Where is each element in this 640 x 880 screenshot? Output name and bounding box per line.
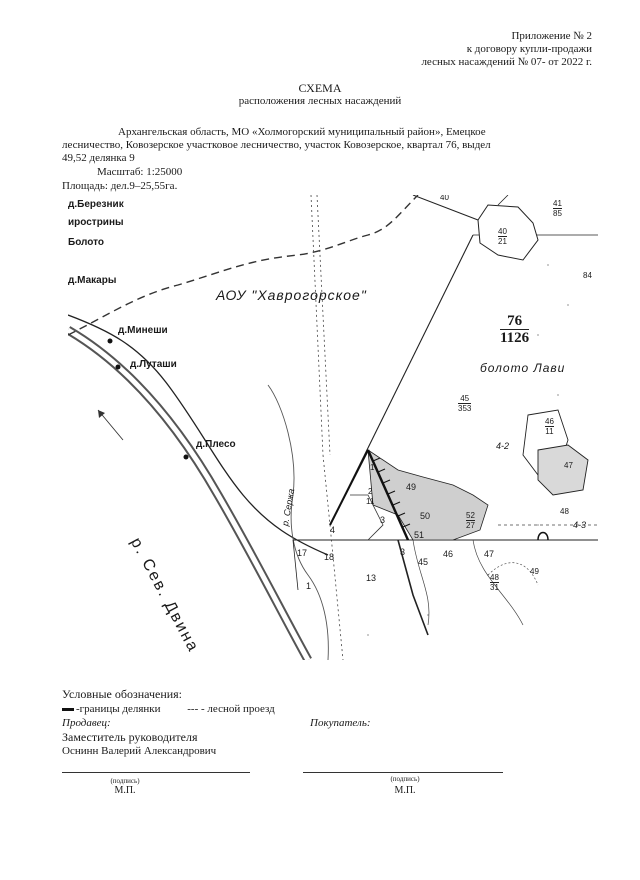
plot-number: 50: [420, 511, 431, 521]
plot-47-outline: [538, 445, 588, 495]
forest-road-right: [317, 195, 330, 455]
village-label: д.Плесо: [196, 439, 236, 450]
river-band: [68, 330, 308, 660]
felling-boundary-north: [330, 450, 368, 525]
plot-number: 3: [380, 515, 386, 525]
village-label: д.Макары: [68, 275, 117, 286]
location-line-3: 49,52 делянка 9: [62, 152, 135, 164]
village-label: ирострины: [68, 217, 124, 228]
village-label: д.Минеши: [118, 325, 168, 336]
plot-fraction: $\frac{45}{353}$: [458, 394, 472, 413]
plot-number: 46: [443, 549, 454, 559]
plot-number: 84: [583, 271, 592, 280]
plot-area: Площадь: дел.9–25,55га.: [62, 180, 178, 192]
plot-fraction: $\frac{48}{31}$: [490, 573, 499, 592]
buyer-signature-caption: (подпись): [390, 775, 420, 783]
boundary-line-symbol: [62, 708, 74, 711]
river-label: р. Сев. Двина: [126, 535, 202, 656]
village-label: Болото: [68, 237, 105, 248]
plot-number: 3: [400, 547, 406, 557]
seller-signature-caption: (подпись): [110, 777, 140, 785]
plot-number: 48: [560, 507, 569, 516]
plot-division-creek: [413, 540, 429, 625]
creek-label: р. Сержа: [280, 487, 297, 527]
buyer-stamp: М.П.: [394, 785, 416, 796]
map-symbol-arc: [538, 533, 548, 541]
plot-number: 51: [414, 530, 425, 540]
plot-fraction: $\frac{46}{11}$: [545, 417, 554, 436]
plot-40-tick: [498, 195, 508, 205]
road-line-symbol: ---: [187, 703, 199, 715]
seller-stamp: М.П.: [114, 785, 136, 796]
plot-number: 18: [324, 552, 335, 562]
contract-number-date: лесных насаждений № 07- от 2022 г.: [421, 56, 592, 68]
plot-number: 11: [366, 497, 375, 506]
swamp-label: болото Лави: [480, 361, 566, 375]
legend-row: [62, 703, 275, 716]
map-drawing: [68, 195, 598, 660]
plot-fraction: $\frac{41}{85}$: [553, 199, 562, 218]
plot-number: 13: [366, 573, 377, 583]
plot-number: 40: [440, 195, 449, 202]
plot-number: 1: [370, 463, 375, 472]
plot-number: 49: [406, 482, 417, 492]
village-label: д.Березник: [68, 199, 124, 210]
quarter-number: $\frac{76}{1126}$: [500, 313, 530, 346]
plot-40-outline: [478, 205, 538, 260]
plot-number: 2: [368, 487, 373, 496]
location-line-2: лесничество, Ковозерское участковое лесничество, участок Ковозерское, квартал 76, выдел: [62, 139, 491, 151]
legend-boundary-text: -границы делянки: [76, 703, 161, 715]
village-dot-pleso: [184, 455, 189, 460]
document-subtitle: расположения лесных насаждений: [238, 95, 402, 107]
plot-fraction: $\frac{52}{27}$: [466, 511, 475, 530]
buyer-label: Покупатель:: [310, 717, 371, 729]
plot-number: 47: [484, 549, 495, 559]
seller-name: Оснинн Валерий Александрович: [62, 745, 217, 757]
forest-plot-map: [68, 195, 598, 660]
plot-number: 1: [306, 581, 312, 591]
river-inner: [68, 330, 308, 660]
aou-boundary: [68, 195, 418, 335]
aou-label: АОУ "Хаврогорское": [216, 287, 367, 303]
plot-number: 4: [330, 525, 336, 535]
plot-number: 49: [530, 567, 539, 576]
location-line-1: Архангельская область, МО «Холмогорский муниципальный район», Емецкое: [118, 126, 486, 138]
legend-title: Условные обозначения:: [62, 687, 183, 701]
plot-fraction: $\frac{40}{21}$: [498, 227, 507, 246]
plot-number: 45: [418, 557, 429, 567]
village-label: д.Луташи: [130, 359, 177, 370]
forest-road-left: [311, 195, 323, 455]
legend-road-text: - лесной проезд: [201, 703, 275, 715]
seller-signature-line: [62, 772, 250, 773]
map-scale: Масштаб: 1:25000: [97, 166, 183, 178]
village-dot-mineshi: [108, 339, 113, 344]
seller-label: Продавец:: [62, 717, 111, 729]
appendix-number: Приложение № 2: [511, 30, 592, 42]
seller-position: Заместитель руководителя: [62, 730, 198, 744]
village-dot-lutashi: [116, 365, 121, 370]
plot-number: 4-3: [573, 520, 587, 530]
plot-number: 4-2: [496, 441, 510, 451]
plot-number: 17: [297, 548, 308, 558]
creek-line: [268, 385, 328, 660]
plot-number: 47: [564, 461, 573, 470]
document-title: СХЕМА: [298, 81, 342, 95]
contract-reference: к договору купли-продажи: [466, 43, 592, 55]
